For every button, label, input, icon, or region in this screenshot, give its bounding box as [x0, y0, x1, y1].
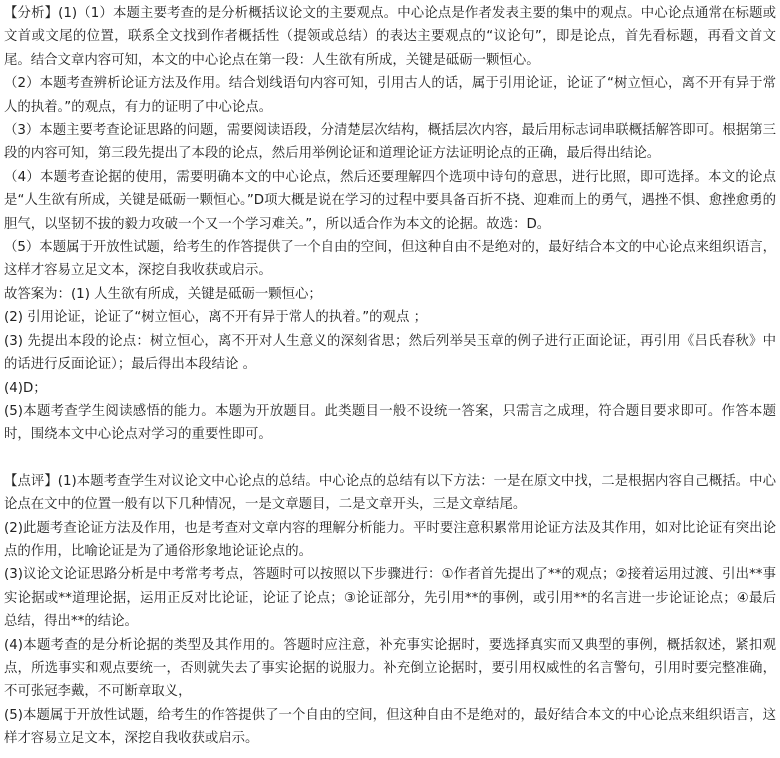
answer-1: 故答案为：(1) 人生欲有所成，关键是砥砺一颗恒心； — [4, 286, 322, 302]
answer-2: (2) 引用论证，论证了“树立恒心，离不开有异于常人的执着。”的观点 ； — [4, 310, 427, 326]
review-part-5: (5)本题属于开放性试题，给考生的作答提供了一个自由的空间，但这种自由不是绝对的，最好结合本文的中心论点来组织语言，这样才容易立足文本，深挖自我收获或启示。 — [4, 707, 776, 747]
review-part-2: (2)此题考查论证方法及作用，也是考查对文章内容的理解分析能力。平时要注意积累常用论证方法及其作用，如对比论证有突出论点的作用，比喻论证是为了通俗形象地论证论点的。 — [4, 520, 776, 559]
review-part-3: (3)议论文论证思路分析是中考常考考点，答题时可以按照以下步骤进行：①作者首先提出了**的观点；②接着运用过渡、引出**事实论据或**道理论据，运用正反对比论证，论证了论点；③论证部分，先引用**的事例，或引用**的名言进一步论证论点；④最后总结，得出**的结论。 — [4, 567, 776, 630]
answer-5: (5)本题考查学生阅读感悟的能力。本题为开放题目。此类题目一般不设统一答案，只需言之成理，符合题目要求即可。作答本题时，围绕本文中心论点对学习的重要性即可。 — [4, 403, 776, 443]
answer-3: (3) 先提出本段的论点：树立恒心，离不开对人生意义的深刻省思；然后列举吴玉章的例子进行正面论证，再引用《吕氏春秋》中的话进行反面论证）；最后得出本段结论 。 — [4, 333, 776, 373]
analysis-part-3: （3）本题主要考查论证思路的问题，需要阅读语段，分清楚层次结构，概括层次内容，最后用标志词串联概括解答即可。根据第三段的内容可知，第三段先提出了本段的论点，然后用举例论证和道理论证方法证明论点的正确，最后得出结论。 — [4, 123, 776, 162]
answer-4: (4)D； — [4, 380, 47, 396]
section-spacer — [4, 447, 776, 470]
review-part-1: 【点评】(1)本题考查学生对议论文中心论点的总结。中心论点的总结有以下方法：一是在原文中找，二是根据内容自己概括。中心论点在文中的位置一般有以下几种情况，一是文章题目，二是文章开头，三是文章结尾。 — [4, 473, 776, 513]
review-part-4: (4)本题考查的是分析论据的类型及其作用的。答题时应注意，补充事实论据时，要选择真实而又典型的事例，概括叙述，紧扣观点，所选事实和观点要统一，否则就失去了事实论据的说服力。补充倒立论据时，要引用权威性的名言警句，引用时要完整准确，不可张冠李戴，不可断章取义， — [4, 637, 776, 700]
analysis-part-4: （4）本题考查论据的使用，需要明确本文的中心论点，然后还要理解四个选项中诗句的意思，进行比照，即可选择。本文的论点是“人生欲有所成，关键是砥砺一颗恒心。”D项大概是说在学习的过程中要具备百折不挠、迎难而上的勇气，遇挫不惧、愈挫愈勇的胆气，以坚韧不拔的毅力攻破一个又一个学习难关。”，所以适合作为本文的论据。故选：D。 — [4, 169, 776, 232]
analysis-part-1: 【分析】(1)（1）本题主要考查的是分析概括议论文的主要观点。中心论点是作者发表主要的集中的观点。中心论点通常在标题或文首或文尾的位置，联系全文找到作者概括性（提领或总结）的表达主要观点的“议论句”，即是论点，首先看标题，再看文首文尾。结合文章内容可知，本文的中心论点在第一段：人生欲有所成，关键是砥砺一颗恒心。 — [4, 6, 776, 68]
analysis-part-2: （2）本题考查辨析论证方法及作用。结合划线语句内容可知，引用古人的话，属于引用论证，论证了“树立恒心，离不开有异于常人的执着。”的观点，有力的证明了中心论点。 — [4, 76, 776, 115]
analysis-part-5: （5）本题属于开放性试题，给考生的作答提供了一个自由的空间，但这种自由不是绝对的，最好结合本文的中心论点来组织语言，这样才容易立足文本，深挖自我收获或启示。 — [4, 240, 776, 279]
